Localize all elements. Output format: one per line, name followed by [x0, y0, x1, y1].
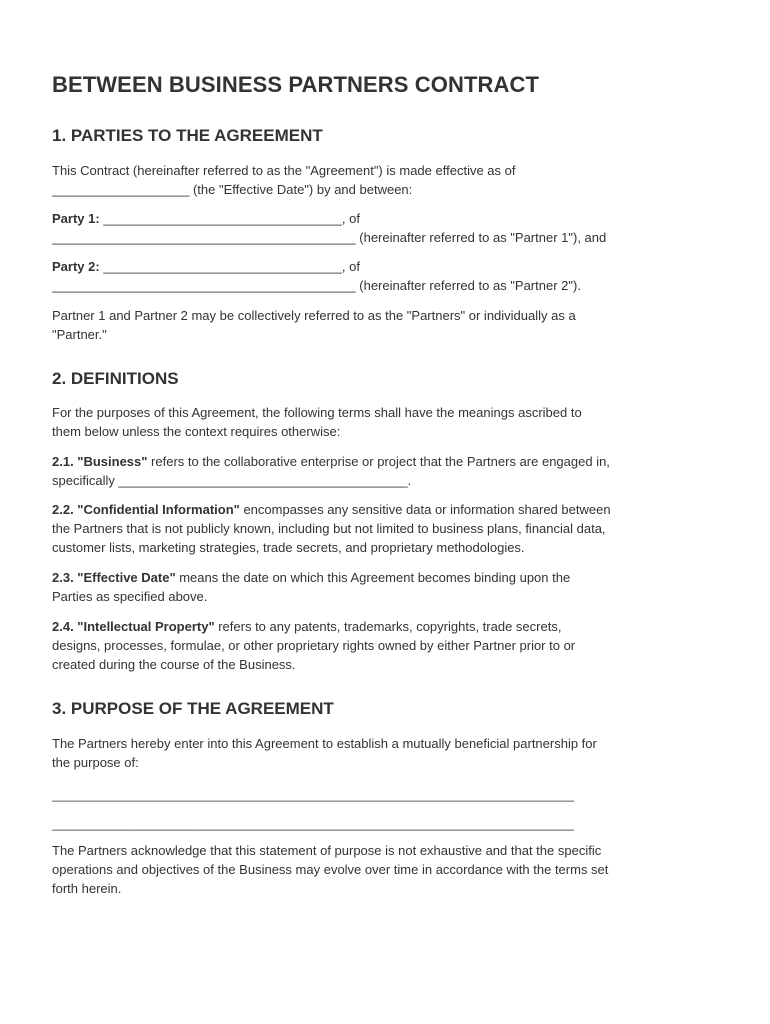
definition-2-4-line-2: designs, processes, formulae, or other proprietary rights owned by either Partner prior to or [52, 638, 576, 653]
definition-2-1-label: 2.1. "Business" [52, 454, 148, 469]
section-3-intro-line-1: The Partners hereby enter into this Agreement to establish a mutually beneficial partnership for [52, 736, 597, 751]
section-2-intro-line-2: them below unless the context requires otherwise: [52, 424, 341, 439]
party-2-label: Party 2: [52, 259, 100, 274]
document-title: BETWEEN BUSINESS PARTNERS CONTRACT [52, 72, 540, 97]
definition-2-3-text: means the date on which this Agreement becomes binding upon the [175, 570, 571, 585]
definition-2-4-line-3: created during the course of the Business. [52, 657, 296, 672]
party-2-line-2: __________________________________________ (hereinafter referred to as "Partner 2"). [52, 278, 581, 293]
definition-2-1-text: refers to the collaborative enterprise or project that the Partners are engaged in, [147, 454, 610, 469]
section-1-heading: 1. PARTIES TO THE AGREEMENT [52, 126, 323, 145]
definition-2-3-label: 2.3. "Effective Date" [52, 570, 176, 585]
definition-2-2-line-3: customer lists, marketing strategies, trade secrets, and proprietary methodologies. [52, 540, 525, 555]
purpose-blank-line-2: _____________________________________________________________________________ [52, 817, 574, 831]
purpose-blank-line-1: _____________________________________________________________________________ [52, 788, 574, 802]
definition-2-1-line-1 [52, 452, 610, 472]
acknowledgement-line-2: operations and objectives of the Business may evolve over time in accordance with the terms set [52, 862, 609, 877]
section-2-heading: 2. DEFINITIONS [52, 369, 179, 388]
definition-2-1-line-2: specifically ________________________________________. [52, 473, 412, 488]
definition-2-2-text: encompasses any sensitive data or information shared between [239, 502, 611, 517]
section-1-intro-line-1: This Contract (hereinafter referred to as the "Agreement") is made effective as of [52, 163, 516, 178]
definition-2-2-label: 2.2. "Confidential Information" [52, 502, 240, 517]
definition-2-2-line-2: the Partners that is not publicly known, including but not limited to business plans, financial data, [52, 521, 606, 536]
party-2-line-1 [52, 257, 360, 277]
collective-reference-line-2: "Partner." [52, 327, 107, 342]
definition-2-2-line-1 [52, 500, 611, 520]
section-2-intro-line-1: For the purposes of this Agreement, the following terms shall have the meanings ascribed to [52, 405, 582, 420]
definition-2-4-text: refers to any patents, trademarks, copyrights, trade secrets, [214, 619, 562, 634]
party-1-name-blank: _________________________________, of [99, 211, 360, 226]
section-3-heading: 3. PURPOSE OF THE AGREEMENT [52, 699, 334, 718]
party-1-label: Party 1: [52, 211, 100, 226]
collective-reference-line-1: Partner 1 and Partner 2 may be collectively referred to as the "Partners" or individually as a [52, 308, 576, 323]
definition-2-4-line-1 [52, 617, 561, 637]
party-1-line-2: __________________________________________ (hereinafter referred to as "Partner 1"), and [52, 230, 607, 245]
definition-2-3-line-2: Parties as specified above. [52, 589, 208, 604]
section-3-intro-line-2: the purpose of: [52, 755, 139, 770]
acknowledgement-line-1: The Partners acknowledge that this statement of purpose is not exhaustive and that the specific [52, 843, 602, 858]
party-1-line-1 [52, 209, 360, 229]
definition-2-3-line-1 [52, 568, 570, 588]
acknowledgement-line-3: forth herein. [52, 881, 122, 896]
definition-2-4-label: 2.4. "Intellectual Property" [52, 619, 215, 634]
party-2-name-blank: _________________________________, of [99, 259, 360, 274]
section-1-intro-line-2: ___________________ (the "Effective Date") by and between: [52, 182, 413, 197]
